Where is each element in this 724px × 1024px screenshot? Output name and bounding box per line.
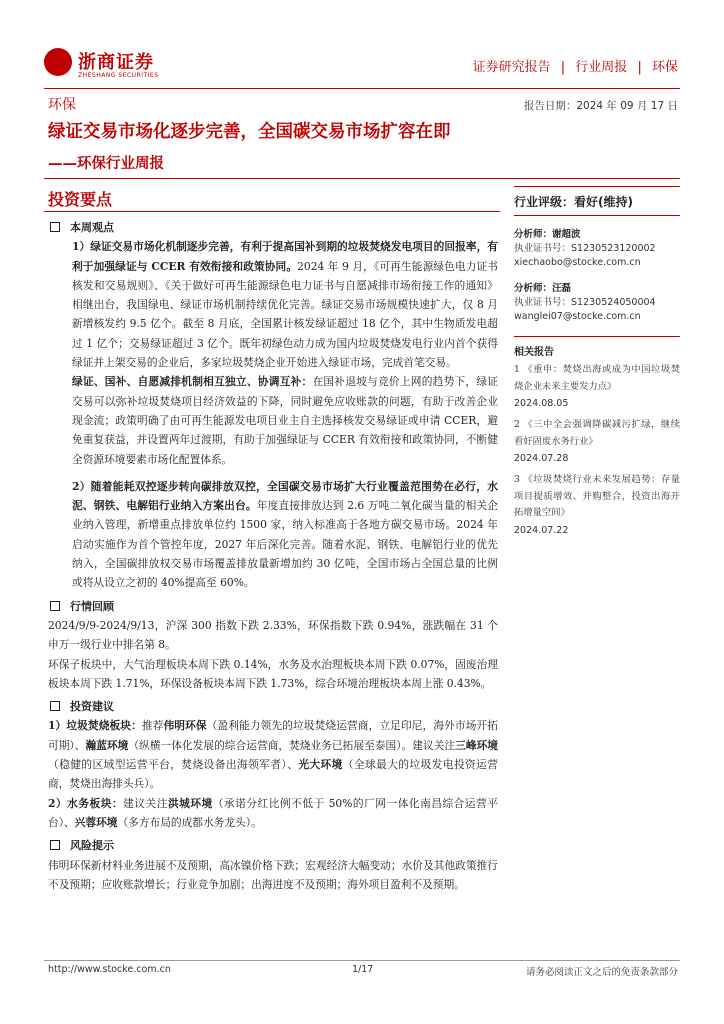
analyst-name: 分析师：谢超波 [514,229,581,240]
text: （承诺分红比例不低于 50%的厂网一体化南昌综合运营平台）、 [48,796,498,829]
related-report-item[interactable] [514,417,680,468]
category-report-type: 证券研究报告 [472,60,551,75]
section-divider [44,211,500,212]
related-report-date: 2024.08.05 [514,398,569,409]
footer-divider [44,960,680,961]
company-name: 伟明环保 [163,719,207,733]
related-report-title[interactable]: 1 《重申：焚烧出海或成为中国垃圾焚烧企业未来主要发力点》 [514,364,680,392]
subsection-heading [48,836,498,855]
footer-website-link[interactable]: http://www.stocke.com.cn [48,964,171,975]
paragraph-lead: 1）绿证交易市场化机制逐步完善，有利于提高国补到期的垃圾焚烧发电项目的回报率，有利于加强绿证与 CCER 有效衔接和政策协同。 [72,240,498,273]
related-report-date: 2024.07.28 [514,453,569,464]
paragraph-body: 在国补退坡与竞价上网的趋势下，绿证交易可以弥补垃圾焚烧项目经济效益的下降，同时避免应收账款的问题，有助于改善企业现金流；政策明确了由可再生能源发电项目业主自主选择核发交易绿证或申请 CCER，避免重复获益，并设置两年过渡期，有助于加强绿证与 CCER 有效衔接和政策协同，不断健全资源环境要素市场化配置体系。 [72,375,498,466]
text: 建议关注 [123,796,168,810]
analyst-email[interactable]: wanglei07@stocke.com.cn [514,311,641,322]
analyst-card [514,282,680,324]
related-reports-heading: 相关报告 [514,336,680,358]
company-name: 兴蓉环境 [74,815,118,829]
company-name: 光大环境 [298,758,343,772]
analyst-cert: 执业证书号：S1230523120002 [514,243,656,254]
company-logo [44,44,164,84]
text: （盈利能力领先的垃圾焚烧运营商，立足印尼，海外市场开拓可期）、 [48,719,498,752]
subsection-title: 行情回顾 [70,599,114,613]
related-report-item[interactable] [514,472,680,540]
company-name: 洪城环境 [167,796,213,810]
text: （多方布局的成都水务龙头）。 [117,815,262,829]
text: （稳健的区域型运营平台，焚烧设备出海领军者）、 [48,758,299,772]
text-bold: 1）垃圾焚烧板块： [48,719,142,733]
text-bold: 2）水务板块： [48,796,124,810]
category-weekly: 行业周报 [575,60,628,75]
text: （全球最大的垃圾发电投资运营商，焚烧出海排头兵）。 [48,758,498,791]
section-heading: 投资要点 [48,190,113,209]
sector-tag: 环保 [48,97,76,113]
checkbox-square-icon [50,840,60,850]
analyst-card [514,228,680,270]
paragraph [48,372,498,468]
text: 推荐 [141,719,164,733]
logo-text: 浙商证券 [78,52,154,73]
industry-rating: 行业评级：看好(维持) [514,186,680,216]
subsection-heading [48,697,498,716]
subsection-heading [48,218,498,237]
report-date: 报告日期：2024 年 09 月 17 日 [523,100,678,112]
checkbox-square-icon [50,222,60,232]
logo-mark-icon [44,48,72,76]
header-divider [44,88,680,89]
paragraph: 2024/9/9-2024/9/13，沪深 300 指数下跌 2.33%，环保指数下跌 0.94%，涨跌幅在 31 个申万一级行业中排名第 8。 [48,618,498,652]
category-sector: 环保 [651,60,678,75]
paragraph [48,237,498,372]
analyst-cert: 执业证书号：S1230524050004 [514,297,656,308]
paragraph [48,477,498,593]
paragraph-body: 2024 年 9 月，《可再生能源绿色电力证书核发和交易规则》、《关于做好可再生能源绿色电力证书与自愿减排市场衔接工作的通知》相继出台，我国绿电、绿证市场机制持续优化完善。绿证交易市场规模快速扩大，仅 8 月新增核发约 9.5 亿个。截至 8 月底，全国累计核发绿证超过 18 亿个，其中生物质发电超过 1 亿个；交易绿证超过 3 亿个。既年初绿色动力成为国内垃圾焚烧发电行业内首个获得绿证并上架交易的企业后，多家垃圾焚烧企业开始进入绿证市场，完成首笔交易。 [72,259,498,370]
checkbox-square-icon [50,701,60,711]
category-separator: | [560,60,566,75]
company-name: 三峰环境 [455,738,498,752]
company-name: 瀚蓝环境 [85,738,129,752]
text: （纵横一体化发展的综合运营商，焚烧业务已拓展至泰国）。建议关注 [128,738,456,752]
subsection-heading [48,597,498,616]
related-report-title[interactable]: 3 《垃圾焚烧行业未来发展趋势：存量项目提质增效、并购整合，投资出海开拓增量空间》 [514,474,680,518]
subsection-title: 本周观点 [70,221,114,234]
main-content [48,216,498,894]
logo-english-text: ZHESHANG SECURITIES [78,72,159,79]
page-number: 1/17 [352,964,374,975]
title-divider [44,178,680,179]
category-separator: | [637,60,642,75]
paragraph: 环保子板块中，大气治理板块本周下跌 0.14%，水务及水治理板块本周下跌 0.07%，固废治理板块本周下跌 1.71%，环保设备板块本周下跌 1.73%，综合环境治理板块本周上涨 0.43%。 [48,657,498,690]
report-category-nav [473,56,678,75]
analyst-email[interactable]: xiechaobo@stocke.com.cn [514,257,641,268]
paragraph: 伟明环保新材料业务进展不及预期，高冰镍价格下跌；宏观经济大幅变动；水价及其他政策推行不及预期；应收账款增长；行业竞争加剧；出海进度不及预期；海外项目盈利不及预期。 [48,858,498,891]
subsection-title: 投资建议 [70,700,114,714]
checkbox-square-icon [50,601,60,611]
report-subtitle: ——环保行业周报 [48,156,164,172]
related-report-item[interactable] [514,362,680,413]
subsection-title: 风险提示 [70,839,114,853]
related-report-date: 2024.07.22 [514,524,569,536]
report-title: 绿证交易市场化逐步完善，全国碳交易市场扩容在即 [48,122,451,142]
paragraph [48,716,498,793]
paragraph-lead: 2）随着能耗双控逐步转向碳排放双控，全国碳交易市场扩大行业覆盖范围势在必行，水泥、钢铁、电解铝行业纳入方案出台。 [72,479,498,513]
paragraph-body: 年度直接排放达到 2.6 万吨二氧化碳当量的相关企业纳入管理，新增重点排放单位约 1500 家，纳入标准高于各地方碳交易市场。2024 年启动实施作为首个管控年度，2027 年后深化完善。随着水泥、钢铁、电解铝行业的优先纳入，全国碳排放权交易市场覆盖排放量新增加约 30 亿吨，全国市场占全国总量的比例或将从设立之初的 40%提高至 60%。 [72,499,498,590]
related-report-title[interactable]: 2 《三中全会强调降碳减污扩绿，继续看好固废水务行业》 [514,419,680,447]
paragraph [48,794,498,833]
sidebar [514,186,680,540]
analyst-name: 分析师：汪磊 [514,283,572,294]
footer-disclaimer-note: 请务必阅读正文之后的免责条款部分 [525,967,678,978]
paragraph-lead: 绿证、国补、自愿减排机制相互独立、协调互补： [72,375,313,389]
